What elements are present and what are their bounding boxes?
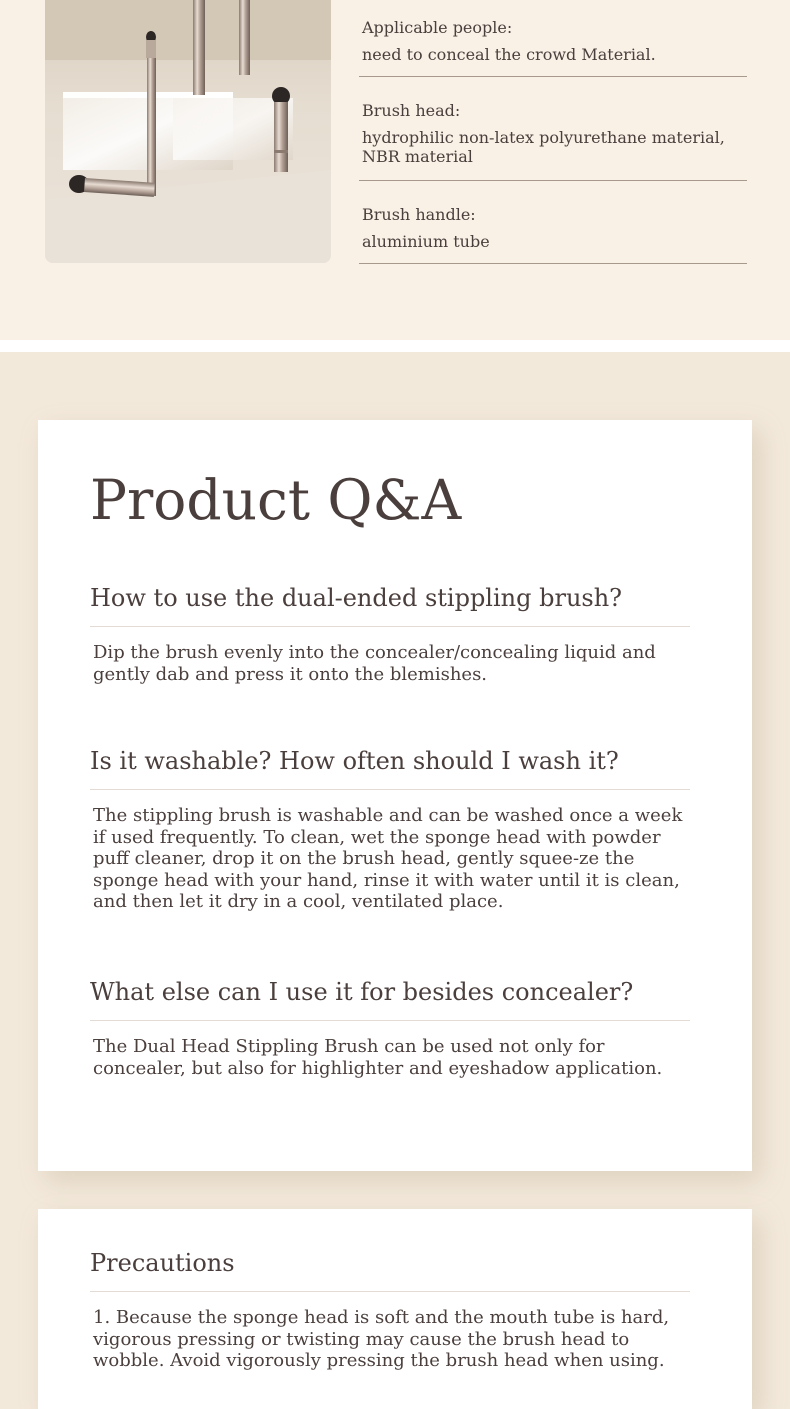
- precautions-card: [38, 1209, 752, 1409]
- qa-question: What else can I use it for besides concealer?: [90, 976, 690, 1021]
- qa-answer: Dip the brush evenly into the concealer/concealing liquid and gently dab and press it onto the blemishes.: [93, 642, 656, 685]
- spec-item-brush-head: [359, 77, 747, 181]
- qa-question: How to use the dual-ended stippling brush?: [90, 582, 690, 627]
- spec-label: Brush head:: [362, 101, 461, 120]
- product-spec-section: [0, 0, 790, 340]
- product-photo: [45, 0, 331, 263]
- spec-item-brush-handle: [359, 181, 747, 264]
- spec-value: hydrophilic non-latex polyurethane material, NBR material: [362, 128, 725, 166]
- spec-value: need to conceal the crowd Material.: [362, 45, 656, 64]
- spec-item-applicable-people: [359, 0, 747, 77]
- qa-question: Is it washable? How often should I wash it?: [90, 745, 690, 790]
- spec-value: aluminium tube: [362, 232, 490, 251]
- qa-title: Product Q&A: [90, 468, 462, 532]
- precaution-item: 1. Because the sponge head is soft and the mouth tube is hard, vigorous pressing or twisting may cause the brush head to wobble. Avoid vigorously pressing the brush head when using.: [93, 1307, 670, 1371]
- qa-answer: The stippling brush is washable and can be washed once a week if used frequently. To clean, wet the sponge head with powder puff cleaner, drop it on the brush head, gently squee-ze the sponge head with your hand, rinse it with water until it is clean, and then let it dry in a cool, ventilated place.: [93, 805, 683, 912]
- precautions-title: Precautions: [90, 1247, 690, 1292]
- spec-label: Brush handle:: [362, 205, 476, 224]
- spec-label: Applicable people:: [362, 18, 513, 37]
- brush-product-illustration: [45, 0, 331, 263]
- section-divider: [0, 340, 790, 352]
- qa-answer: The Dual Head Stippling Brush can be used not only for concealer, but also for highlighter and eyeshadow application.: [93, 1036, 663, 1079]
- product-qa-card: [38, 420, 752, 1171]
